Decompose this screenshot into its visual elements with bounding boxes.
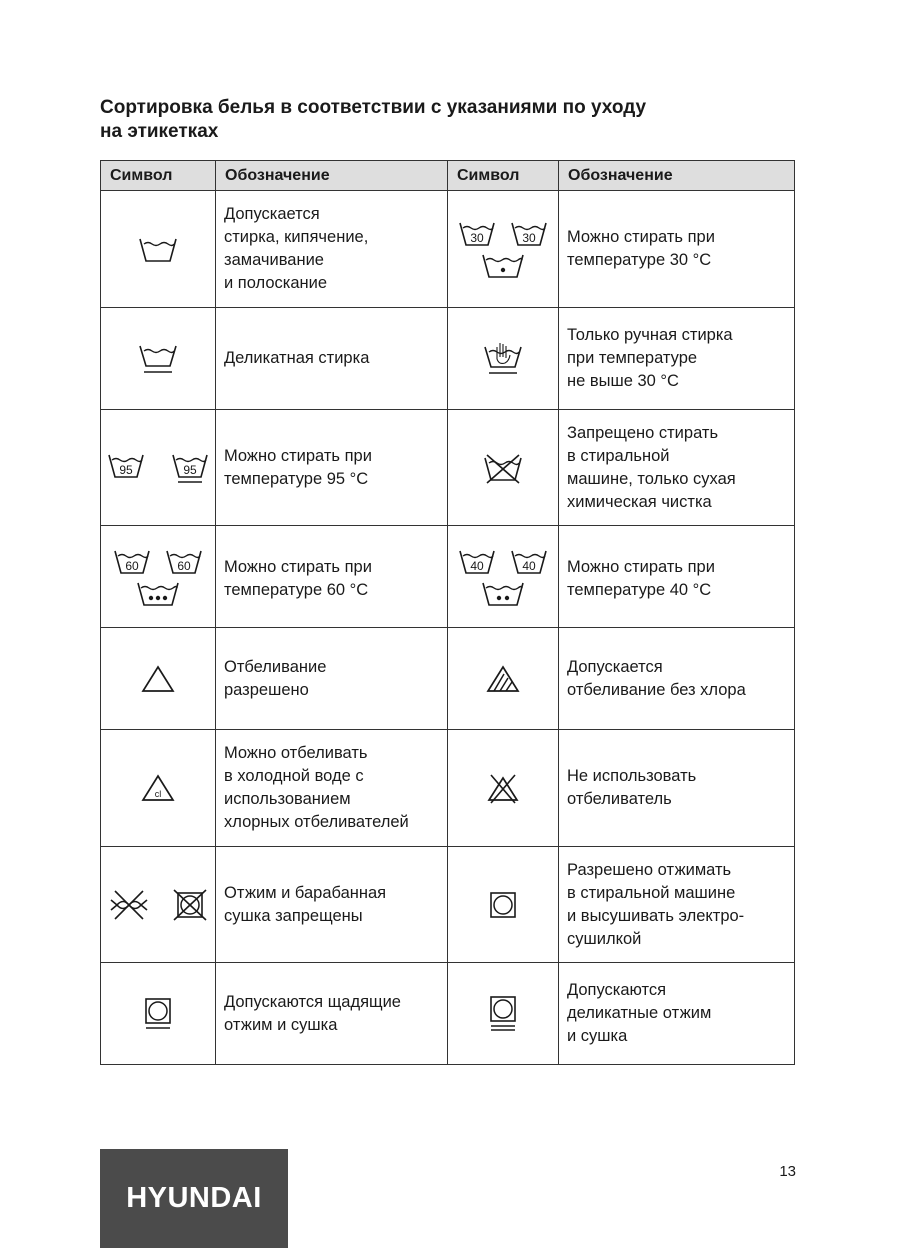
meaning-cell: Можно стирать при температуре 30 °C [559,191,795,308]
tumble-dry-gentle-icon [143,996,173,1032]
table-row [101,963,795,1065]
table-row [101,628,795,730]
bleach-triangle-icon [140,664,176,694]
tumble-dry-delicate-icon [488,994,518,1034]
temp-label: 40 [522,558,536,573]
wash-95-gentle-icon [171,451,209,485]
temp-label: 95 [119,462,133,477]
page-title [100,96,800,144]
meaning-cell: Деликатная стирка [216,308,448,410]
no-bleach-icon [483,772,523,804]
meaning-cell: Допускаются деликатные отжим и сушка [559,963,795,1065]
wash-60-dots-icon [136,579,180,607]
meaning-cell: Можно отбеливать в холодной воде с использованием хлорных отбеливателей [216,730,448,847]
wash-95-icon [107,451,145,485]
table-row [101,191,795,308]
temp-label: 30 [470,231,484,245]
table-row [101,410,795,526]
meaning-cell: Можно стирать при температуре 95 °C [216,410,448,526]
table-row [101,847,795,963]
symbol-cell [448,847,559,963]
symbol-cell [101,526,216,628]
temp-label: 60 [125,558,139,573]
symbol-cell [101,191,216,308]
meaning-cell: Допускаются щадящие отжим и сушка [216,963,448,1065]
symbol-cell [101,847,216,963]
symbol-cell [101,628,216,730]
wash-30-icon [458,219,496,247]
wash-30-gentle-icon [510,219,548,247]
header-symbol-left: Символ [101,161,216,191]
wash-40-dots-icon [481,579,525,607]
care-symbols-table [100,160,795,1065]
chlorine-label: cl [154,789,162,799]
table-row [101,526,795,628]
no-wring-icon [107,888,151,922]
symbol-cell [448,963,559,1065]
wash-30-dots-icon [481,251,525,279]
non-chlorine-bleach-icon [485,664,521,694]
header-meaning-left: Обозначение [216,161,448,191]
title-line-2: на этикетках [100,121,219,142]
no-tumble-dry-icon [170,888,210,922]
meaning-cell: Можно стирать при температуре 40 °C [559,526,795,628]
temp-label: 30 [522,231,536,245]
brand-logo-text: HYUNDAI [126,1182,262,1214]
page-number: 13 [779,1163,796,1180]
meaning-cell: Разрешено отжимать в стиральной машине и высушивать электро- сушилкой [559,847,795,963]
wash-60-icon [113,547,151,575]
wash-40-gentle-icon [510,547,548,575]
symbol-cell [101,308,216,410]
temp-label: 95 [183,462,197,477]
no-wash-icon [483,452,523,484]
symbol-cell [101,730,216,847]
symbol-cell [448,410,559,526]
symbol-cell [448,628,559,730]
wash-40-icon [458,547,496,575]
brand-logo [100,1149,288,1248]
table-row [101,730,795,847]
symbol-cell [448,730,559,847]
meaning-cell: Не использовать отбеливатель [559,730,795,847]
chlorine-bleach-icon [140,773,176,803]
meaning-cell: Можно стирать при температуре 60 °C [216,526,448,628]
meaning-cell: Только ручная стирка при температуре не выше 30 °C [559,308,795,410]
meaning-cell: Допускается отбеливание без хлора [559,628,795,730]
tumble-dry-icon [488,890,518,920]
symbol-cell [448,191,559,308]
meaning-cell: Запрещено стирать в стиральной машине, только сухая химическая чистка [559,410,795,526]
meaning-cell: Отбеливание разрешено [216,628,448,730]
title-line-1: Сортировка белья в соответствии с указаниями по уходу [100,97,647,118]
wash-tub-icon [138,235,178,263]
wash-gentle-icon [138,342,178,376]
header-symbol-right: Символ [448,161,559,191]
temp-label: 60 [177,558,191,573]
symbol-cell [101,963,216,1065]
symbol-cell [448,526,559,628]
symbol-cell [448,308,559,410]
table-header-row [101,161,795,191]
symbol-cell [101,410,216,526]
meaning-cell: Отжим и барабанная сушка запрещены [216,847,448,963]
meaning-cell: Допускается стирка, кипячение, замачивание и полоскание [216,191,448,308]
wash-60-gentle-icon [165,547,203,575]
header-meaning-right: Обозначение [559,161,795,191]
hand-wash-icon [483,341,523,377]
table-row [101,308,795,410]
temp-label: 40 [470,558,484,573]
